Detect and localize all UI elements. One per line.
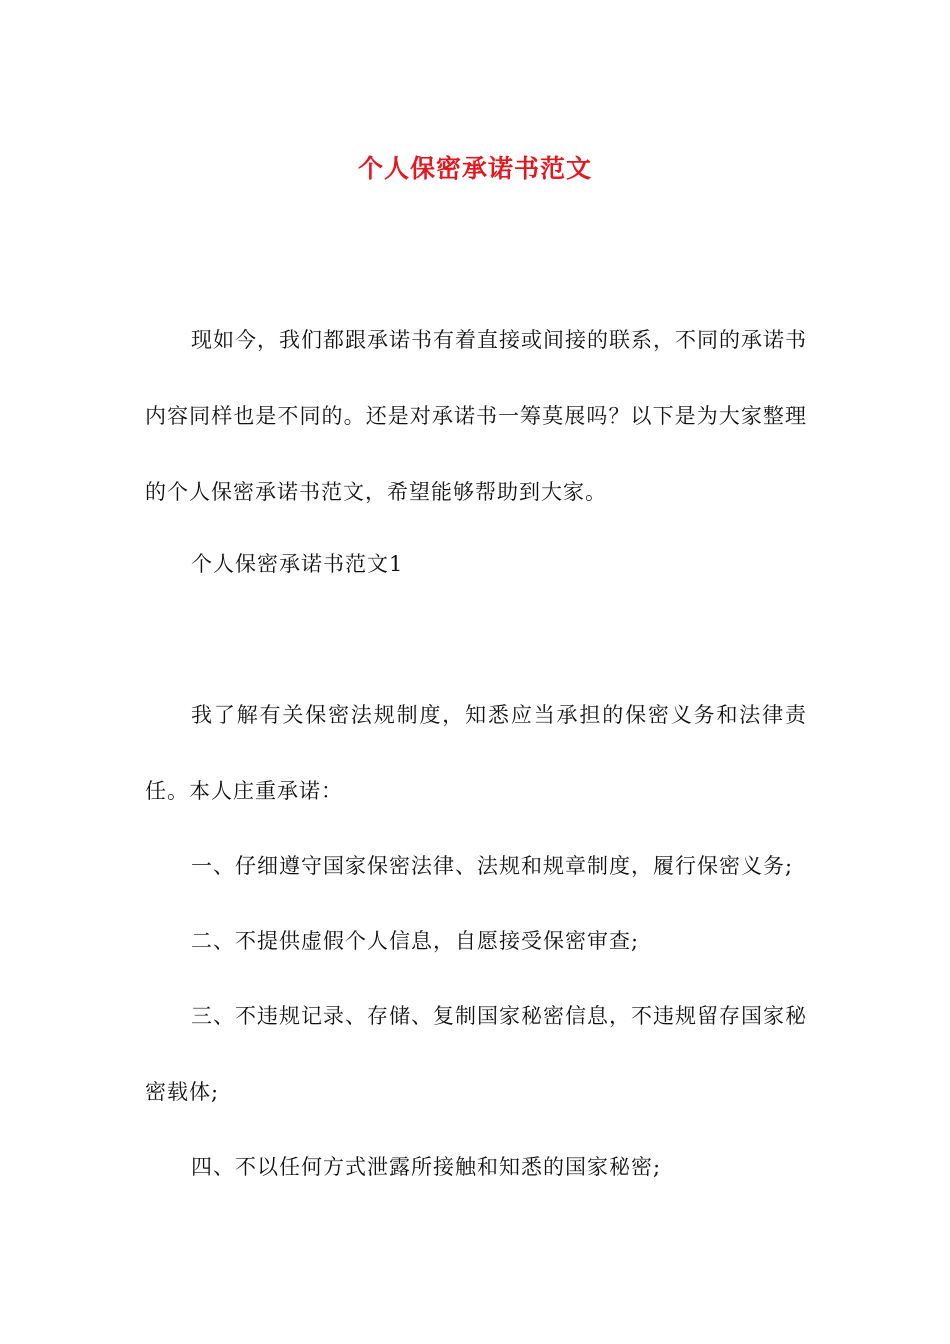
section-heading: 个人保密承诺书范文1 xyxy=(191,552,404,576)
commitment-paragraph: 我了解有关保密法规制度，知悉应当承担的保密义务和法律责任。本人庄重承诺： xyxy=(145,703,807,803)
commitment-item-4: 四、不以任何方式泄露所接触和知悉的国家秘密; xyxy=(191,1155,662,1179)
intro-paragraph: 现如今，我们都跟承诺书有着直接或间接的联系，不同的承诺书内容同样也是不同的。还是对承诺书一筹莫展吗？以下是为大家整理的个人保密承诺书范文，希望能够帮助到大家。 xyxy=(145,328,807,504)
commitment-item-1: 一、仔细遵守国家保密法律、法规和规章制度，履行保密义务; xyxy=(191,854,794,878)
commitment-item-3: 三、不违规记录、存储、复制国家秘密信息，不违规留存国家秘密载体; xyxy=(145,1004,807,1104)
commitment-item-2: 二、不提供虚假个人信息，自愿接受保密审查; xyxy=(191,929,640,953)
document-title: 个人保密承诺书范文 xyxy=(357,153,592,183)
